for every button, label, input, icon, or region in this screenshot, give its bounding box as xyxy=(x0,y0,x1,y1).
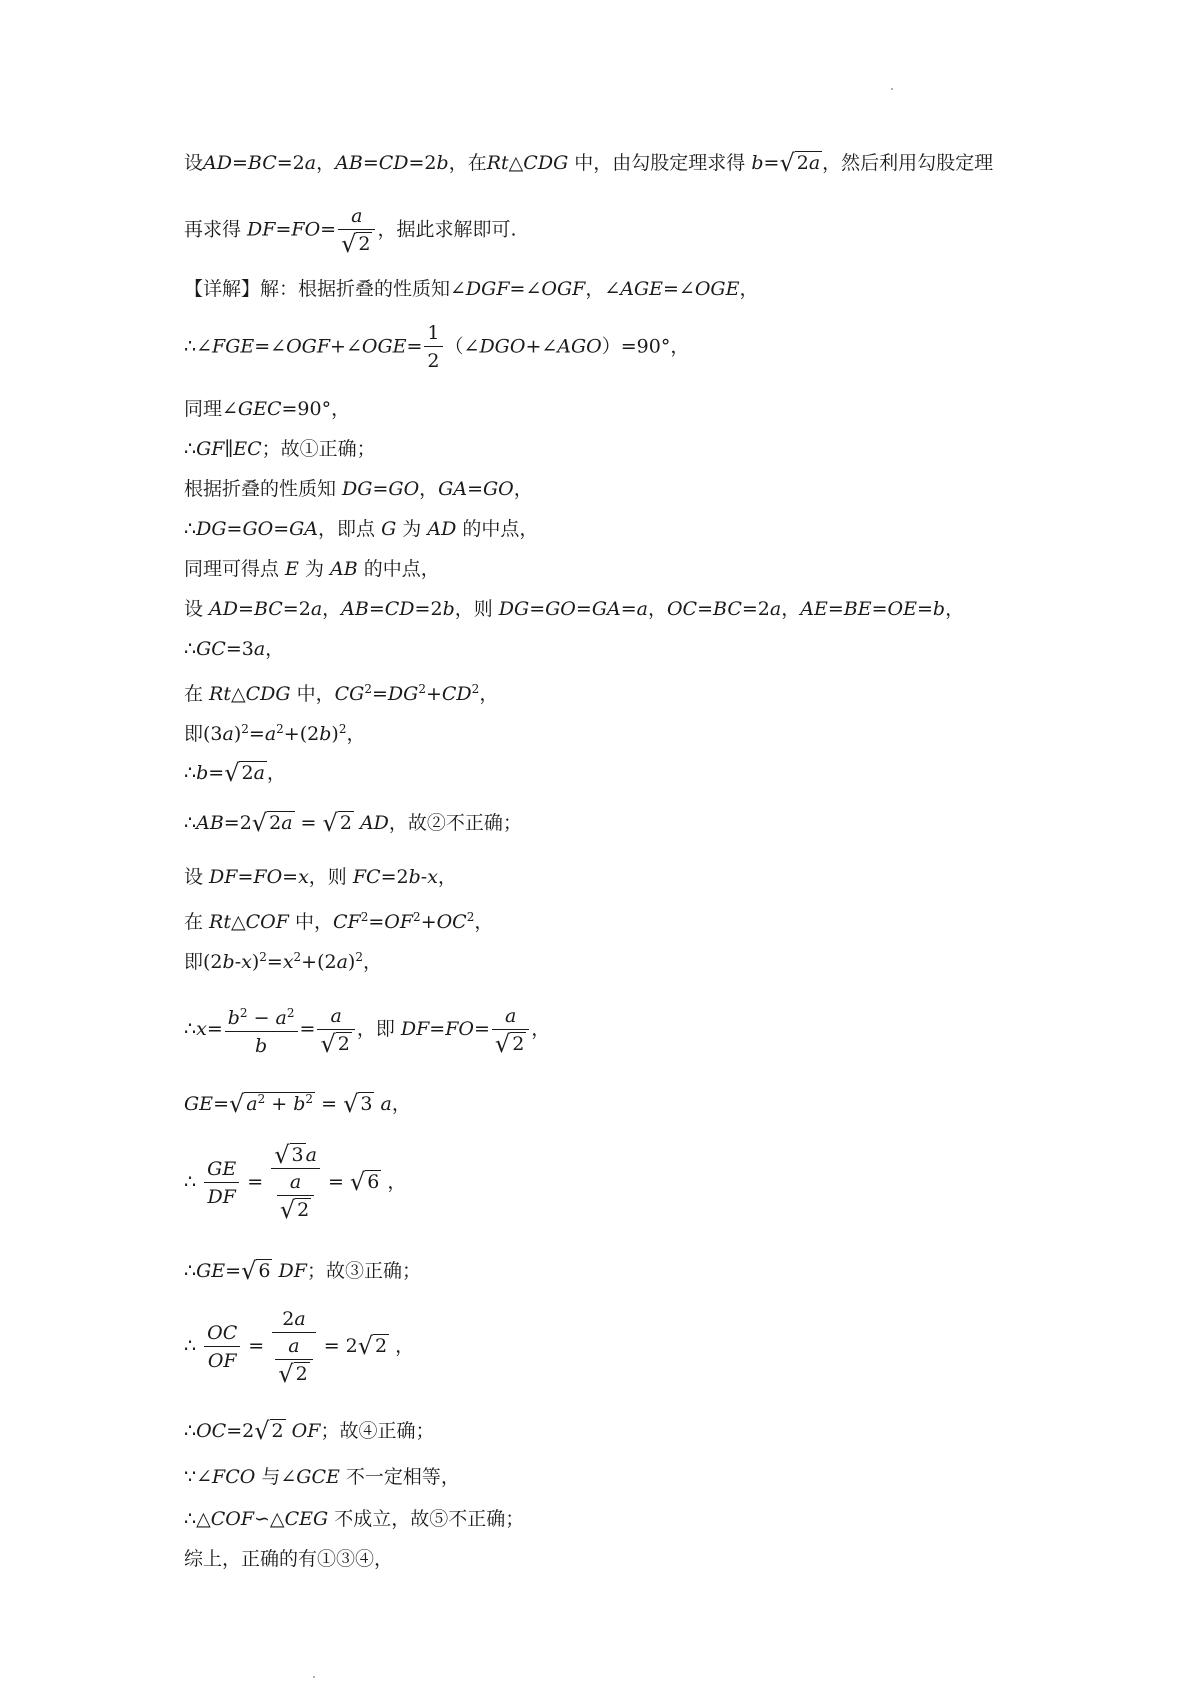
step-1: ∴∠FGE=∠OGF+∠OGE= $\frac{1}{2}$ （∠DGO+∠AGO）=90°， xyxy=(184,322,690,372)
step-20: ∴ $\frac{OC}{OF}$ = $\frac{2a}{\frac{a}{√ 2}}$ = 2√ 2 ， xyxy=(184,1308,415,1388)
step-12: ∴AB=2√ 2a = √ 2 AD，故②不正确； xyxy=(184,809,522,837)
step-21: ∴OC=2√ 2 OF；故④正确； xyxy=(184,1417,435,1445)
step-14: 在 Rt△COF 中，$CF^2=OF^2+OC^2$， xyxy=(184,910,494,933)
step-11: ∴b=√ 2a ， xyxy=(184,759,286,787)
step-9: 在 Rt△CDG 中，$CG^2=DG^2+CD^2$， xyxy=(184,682,499,705)
step-23: ∴△COF∽△CEG 不成立，故⑤不正确； xyxy=(184,1508,525,1530)
scan-speck-top xyxy=(891,88,893,90)
step-5: ∴DG=GO=GA，即点 G 为 AD 的中点， xyxy=(184,518,539,540)
step-7: 设 AD=BC=2a，AB=CD=2b，则 DG=GO=GA=a，OC=BC=2a，AE=BE=OE=b， xyxy=(184,598,965,620)
step-3: ∴GF∥EC；故①正确； xyxy=(184,438,376,460)
step-4: 根据折叠的性质知 DG=GO，GA=GO， xyxy=(184,478,533,500)
step-10: 即$(3a)^2=a^2+(2b)^2$， xyxy=(184,722,366,745)
detail-header: 【详解】解：根据折叠的性质知∠DGF=∠OGF，∠AGE=∠OGE， xyxy=(184,278,759,300)
step-17: GE=√ $a^2 + b^2$ = √ 3 a， xyxy=(184,1090,411,1118)
step-8: ∴GC=3a， xyxy=(184,638,285,660)
step-2: 同理∠GEC=90°， xyxy=(184,398,351,420)
step-13: 设 DF=FO=x，则 FC=2b-x， xyxy=(184,866,457,888)
step-24: 综上，正确的有①③④， xyxy=(184,1548,394,1570)
step-22: ∵∠FCO 与∠GCE 不一定相等， xyxy=(184,1466,460,1488)
step-18: ∴ $\frac{GE}{DF}$ = $\frac{√ 3 a}{\frac{a}{√ 2}}$ = √ 6 ， xyxy=(184,1141,407,1224)
step-19: ∴GE=√ 6 DF；故③正确； xyxy=(184,1257,421,1285)
step-6: 同理可得点 E 为 AB 的中点， xyxy=(184,558,440,580)
step-16: ∴x= $\frac{b^2 - a^2}{b}$ = $\frac{a}{√ 2}$ ，即 DF=FO= $\frac{a}{√ 2}$ ， xyxy=(184,1000,550,1060)
scan-speck-bottom xyxy=(313,1676,315,1678)
step-15: 即$(2b-x)^2=x^2+(2a)^2$， xyxy=(184,950,382,973)
hint-line-1: 设AD=BC=2a，AB=CD=2b，在Rt△CDG 中，由勾股定理求得 b=√ 2a ，然后利用勾股定理 xyxy=(184,149,994,177)
hint-line-2: 再求得 DF=FO= $\frac{a}{√ 2}$ ，据此求解即可. xyxy=(184,205,517,258)
